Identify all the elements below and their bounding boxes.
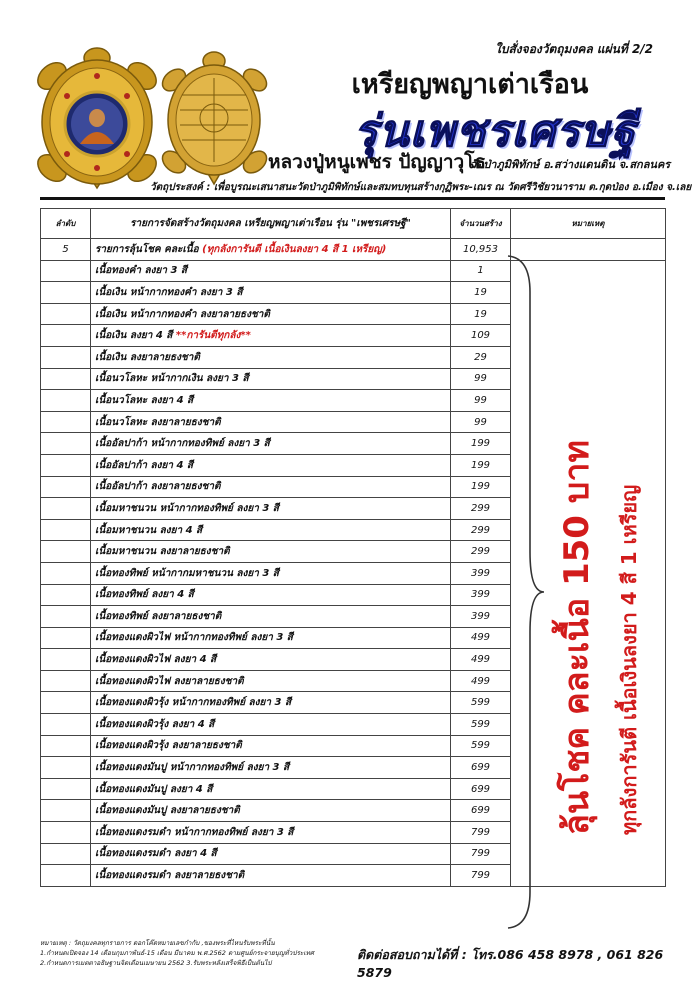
row-no [41, 843, 91, 865]
monk-name: หลวงปู่หนูเพชร ปัญญาวุโธ [268, 151, 486, 173]
row-qty: 399 [451, 606, 511, 628]
row-no [41, 433, 91, 455]
row-qty: 29 [451, 346, 511, 368]
row-no [41, 670, 91, 692]
row-no [41, 519, 91, 541]
contact-info: ติดต่อสอบถามได้ที่ : โทร.086 458 8978 , 061 826 5879 [357, 947, 664, 980]
row-qty: 299 [451, 519, 511, 541]
coin-front-image [22, 46, 172, 196]
row-item [91, 606, 451, 628]
row-qty: 599 [451, 735, 511, 757]
row-qty: 199 [451, 433, 511, 455]
row-item-text: เนื้อมหาชนวน หน้ากากทองทิพย์ ลงยา 3 สี [95, 502, 279, 514]
side-note-line1: ลุ้นโชค คละเนื้อ 150 บาท [557, 440, 597, 835]
row-item-text: เนื้อเงิน ลงยา 4 สี [95, 330, 173, 342]
row-item [91, 865, 451, 887]
row-item [91, 757, 451, 779]
row-item-text: เนื้อนวโลหะ หน้ากากเงิน ลงยา 3 สี [95, 373, 249, 385]
row-item-text: เนื้อทองทิพย์ ลงยา 4 สี [95, 589, 194, 601]
col-item-header: รายการจัดสร้างวัตถุมงคล เหรียญพญาเต่าเรือน รุ่น "เพชรเศรษฐี" [91, 209, 451, 239]
title-line2: รุ่นเพชรเศรษฐี [353, 106, 637, 157]
row-item-text: เนื้อทองแดงผิวไฟ ลงยาลายธงชาติ [95, 675, 244, 687]
row-item-text: เนื้อทองแดงรมดำ ลงยาลายธงชาติ [95, 870, 245, 882]
row-qty: 19 [451, 282, 511, 304]
row-item-text: เนื้อทองคำ ลงยา 3 สี [95, 265, 188, 277]
row-item [91, 584, 451, 606]
row-qty: 99 [451, 411, 511, 433]
footer-notes [40, 938, 314, 968]
col-no-header: ลำดับ [41, 209, 91, 239]
purpose-text: วัตถุประสงค์ : เพื่อบูรณะเสนาสนะวัดป่าภูมิพิทักษ์และสมทบทุนสร้างกุฏิพระ-เณร ณ วัดศรีวิชัยวนาราม ต.กุดป่อง อ.เมือง จ.เลย [150, 182, 692, 193]
row-no [41, 649, 91, 671]
side-note-vertical [520, 370, 650, 840]
side-note-line2: ทุกลังการันตี เนื้อเงินลงยา 4 สี 1 เหรียญ [617, 484, 641, 835]
group-label-text: รายการลุ้นโชค คละเนื้อ [95, 243, 199, 255]
row-item [91, 260, 451, 282]
row-item [91, 346, 451, 368]
row-no [41, 325, 91, 347]
row-qty: 399 [451, 562, 511, 584]
row-qty: 499 [451, 627, 511, 649]
row-qty: 109 [451, 325, 511, 347]
table-header-row [41, 209, 666, 239]
row-item-text: เนื้อทองแดงผิวไฟ หน้ากากทองทิพย์ ลงยา 3 สี [95, 632, 293, 644]
row-item-text: เนื้ออัลปาก้า ลงยา 4 สี [95, 459, 194, 471]
row-qty: 699 [451, 757, 511, 779]
row-item-text: เนื้อนวโลหะ ลงยาลายธงชาติ [95, 416, 221, 428]
row-item-text: เนื้อเงิน ลงยาลายธงชาติ [95, 351, 200, 363]
row-item [91, 627, 451, 649]
row-item-text: เนื้อเงิน หน้ากากทองคำ ลงยาลายธงชาติ [95, 308, 270, 320]
row-qty: 799 [451, 865, 511, 887]
row-qty: 299 [451, 541, 511, 563]
footer-note-1: หมายเหตุ : วัตถุมงคลทุกรายการ ตอกโค๊ตหมายเลขกำกับ ,ของพระที่ไหนรับพระที่นั้น [40, 939, 275, 947]
row-no [41, 584, 91, 606]
row-no [41, 282, 91, 304]
row-item-text: เนื้อทองแดงรมดำ หน้ากากทองทิพย์ ลงยา 3 สี [95, 826, 294, 838]
row-no [41, 757, 91, 779]
row-item-text: เนื้อทองแดงผิวไฟ ลงยา 4 สี [95, 654, 217, 666]
header-divider [40, 197, 665, 200]
row-item [91, 476, 451, 498]
row-no [41, 390, 91, 412]
row-no [41, 606, 91, 628]
row-qty: 19 [451, 303, 511, 325]
row-qty: 499 [451, 649, 511, 671]
table-row [41, 260, 666, 282]
footer-note-2: 1.กำหนดเปิดจอง 14 เดือนกุมภาพันธ์-15 เดือน มีนาคม พ.ศ.2562 ตามศูนย์กระจายบุญทั่วประเทศ [40, 949, 315, 957]
row-item-text: เนื้ออัลปาก้า ลงยาลายธงชาติ [95, 481, 221, 493]
row-item [91, 800, 451, 822]
row-no [41, 476, 91, 498]
row-item [91, 670, 451, 692]
col-note-header: หมายเหตุ [511, 209, 666, 239]
temple-name: วัดป่าภูมิพิทักษ์ อ.สว่างแดนดิน จ.สกลนคร [470, 158, 671, 171]
row-no [41, 346, 91, 368]
row-item-red: **การันตีทุกลัง** [175, 330, 251, 342]
row-qty: 199 [451, 454, 511, 476]
title-line1: เหรียญพญาเต่าเรือน [351, 69, 589, 100]
row-item-text: เนื้อมหาชนวน ลงยาลายธงชาติ [95, 546, 230, 558]
row-item [91, 843, 451, 865]
row-item-text: เนื้อทองแดงผิวรุ้ง ลงยาลายธงชาติ [95, 740, 242, 752]
row-item-text: เนื้อทองแดงผิวรุ้ง ลงยา 4 สี [95, 718, 215, 730]
row-no [41, 368, 91, 390]
group-label [91, 239, 451, 261]
footer-note-3: 2.กำหนดการเมตตาอธิษฐานจิตเดือนเมษายน 2562 3.รับพระหลังเสร็จพิธีเป็นต้นไป [40, 959, 272, 967]
row-item [91, 822, 451, 844]
row-item [91, 498, 451, 520]
row-item [91, 519, 451, 541]
row-item [91, 735, 451, 757]
row-item-text: เนื้อทองแดงมันปู ลงยา 4 สี [95, 783, 213, 795]
row-item-text: เนื้อทองทิพย์ ลงยาลายธงชาติ [95, 610, 222, 622]
row-qty: 699 [451, 778, 511, 800]
row-qty: 99 [451, 390, 511, 412]
group-no: 5 [41, 239, 91, 261]
row-item-text: เนื้อนวโลหะ ลงยา 4 สี [95, 394, 194, 406]
row-qty: 799 [451, 843, 511, 865]
row-item [91, 778, 451, 800]
row-item-text: เนื้อทองแดงมันปู หน้ากากทองทิพย์ ลงยา 3 สี [95, 762, 290, 774]
row-item [91, 714, 451, 736]
row-qty: 799 [451, 822, 511, 844]
row-no [41, 498, 91, 520]
row-no [41, 822, 91, 844]
row-item [91, 411, 451, 433]
row-item-text: เนื้อทองแดงมันปู ลงยาลายธงชาติ [95, 805, 240, 817]
row-item-text: เนื้อทองแดงผิวรุ้ง หน้ากากทองทิพย์ ลงยา 3 สี [95, 697, 292, 709]
row-no [41, 735, 91, 757]
row-qty: 299 [451, 498, 511, 520]
group-label-red: (ทุกลังการันตี เนื้อเงินลงยา 4 สี 1 เหรียญ) [202, 243, 387, 255]
row-item-text: เนื้ออัลปาก้า หน้ากากทองทิพย์ ลงยา 3 สี [95, 438, 270, 450]
row-item-text: เนื้อทองทิพย์ หน้ากากมหาชนวน ลงยา 3 สี [95, 567, 279, 579]
row-qty: 699 [451, 800, 511, 822]
row-no [41, 303, 91, 325]
row-item-text: เนื้อทองแดงรมดำ ลงยา 4 สี [95, 848, 217, 860]
row-qty: 199 [451, 476, 511, 498]
row-qty: 599 [451, 692, 511, 714]
row-no [41, 714, 91, 736]
row-item [91, 562, 451, 584]
row-item [91, 454, 451, 476]
row-item [91, 433, 451, 455]
col-qty-header: จำนวนสร้าง [451, 209, 511, 239]
row-qty: 99 [451, 368, 511, 390]
row-item-text: เนื้อมหาชนวน ลงยา 4 สี [95, 524, 203, 536]
row-no [41, 454, 91, 476]
row-qty: 599 [451, 714, 511, 736]
row-no [41, 562, 91, 584]
row-item [91, 649, 451, 671]
row-item [91, 390, 451, 412]
row-no [41, 778, 91, 800]
row-no [41, 865, 91, 887]
row-item [91, 541, 451, 563]
row-item-text: เนื้อเงิน หน้ากากทองคำ ลงยา 3 สี [95, 286, 243, 298]
group-qty: 10,953 [451, 239, 511, 261]
row-item [91, 325, 451, 347]
row-qty: 1 [451, 260, 511, 282]
row-no [41, 411, 91, 433]
row-item [91, 303, 451, 325]
sheet-label: ใบสั่งจองวัตถุมงคล แผ่นที่ 2/2 [495, 42, 654, 56]
row-no [41, 692, 91, 714]
row-qty: 499 [451, 670, 511, 692]
coin-back-image [152, 50, 277, 190]
row-item [91, 368, 451, 390]
row-no [41, 260, 91, 282]
row-no [41, 627, 91, 649]
table-row-group [41, 239, 666, 261]
row-qty: 399 [451, 584, 511, 606]
row-item [91, 692, 451, 714]
row-no [41, 800, 91, 822]
row-no [41, 541, 91, 563]
row-item [91, 282, 451, 304]
